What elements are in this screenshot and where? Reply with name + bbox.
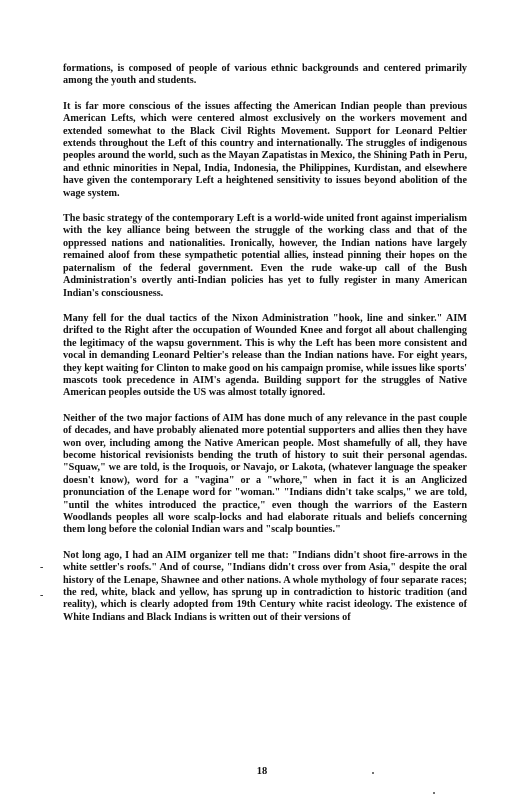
paragraph-1: formations, is composed of people of various ethnic backgrounds and centered primarily among the youth and students. (63, 63, 467, 87)
scan-speck (433, 792, 435, 794)
paragraph-4: Many fell for the dual tactics of the Nixon Administration "hook, line and sinker." AIM drifted to the Right after the occupation of Wounded Knee and forgot all about challenging the legitimacy of the wapsu government. This is why the Left has been more consistent and vocal in demanding Leonard Peltier's release than the Indian nations have. For eight years, they kept waiting for Clinton to make good on his campaign promise, while issues like sports' mascots took precedence in AIM's agenda. Building support for the struggles of Native American peoples outside the US was almost totally ignored. (63, 312, 467, 399)
scan-speck (372, 772, 374, 774)
page-body (63, 63, 467, 637)
paragraph-6: Not long ago, I had an AIM organizer tell me that: "Indians didn't shoot fire-arrows in the white settler's roofs." And of course, "Indians didn't cross over from Asia," despite the oral history of the Lenape, Shawnee and other nations. A whole mythology of four separate races; the red, white, black and yellow, has sprung up in contradiction to historic tradition (and reality), which is clearly adopted from 19th Century white racist ideology. The existence of White Indians and Black Indians is written out of their versions of (63, 549, 467, 623)
page-number: 18 (256, 766, 268, 777)
paragraph-2: It is far more conscious of the issues affecting the American Indian people than previous American Lefts, which were centered almost exclusively on the workers movement and extended somewhat to the Black Civil Rights Movement. Support for Leonard Peltier extends throughout the Left of this country and internationally. The struggles of indigenous peoples around the world, such as the Mayan Zapatistas in Mexico, the Shining Path in Peru, and ethnic minorities in Nepal, India, Indonesia, the Philippines, Kurdistan, and elsewhere have given the contemporary Left a heightened sensitivity to issues beyond abolition of the wage system. (63, 100, 467, 199)
margin-mark: - (40, 562, 44, 573)
paragraph-5: Neither of the two major factions of AIM has done much of any relevance in the past couple of decades, and have probably alienated more potential supporters and allies then they have won over, including among the Native American people. Most shamefully of all, they have become historical revisionists bending the truth of history to suit their personal agendas. "Squaw," we are told, is the Iroquois, or Navajo, or Lakota, (whatever language the speaker doesn't know), word for a "vagina" or a "whore," when in fact it is an Anglicized pronunciation of the Lenape word for "woman." "Indians didn't take scalps," we are told, "until the whites introduced the practice," even though the warriors of the Eastern Woodlands peoples all wore scalp-locks and had elaborate rituals and beliefs concerning them long before the colonial Indian wars and "scalp bounties." (63, 412, 467, 536)
paragraph-3: The basic strategy of the contemporary Left is a world-wide united front against imperialism with the key alliance being between the struggle of the working class and that of the oppressed nations and nationalities. Ironically, however, the Indian nations have largely remained aloof from these sympathetic potential allies, instead pinning their hopes on the paternalism of the federal government. Even the rude wake-up call of the Bush Administration's overtly anti-Indian policies has yet to fully register in many American Indian's consciousness. (63, 213, 467, 299)
margin-mark: - (40, 590, 44, 601)
